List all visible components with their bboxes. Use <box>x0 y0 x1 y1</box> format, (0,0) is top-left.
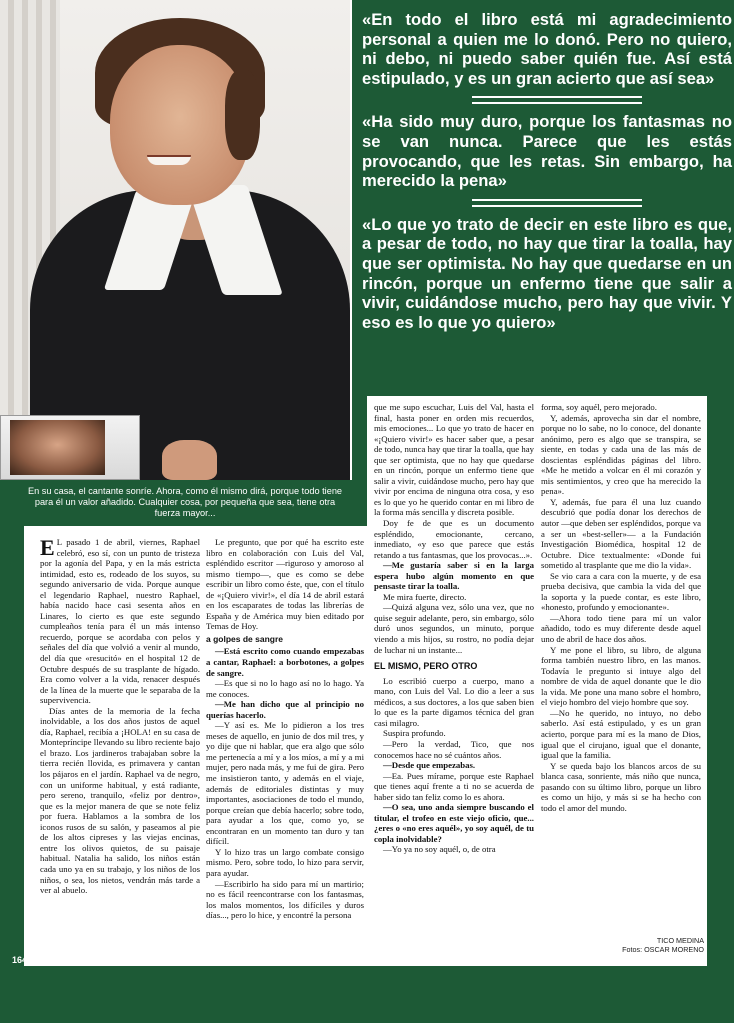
article-paragraph: —Pero la verdad, Tico, que nos conocemos hace no sé cuántos años. <box>374 738 534 760</box>
article-paragraph: Se vio cara a cara con la muerte, y de esa prueba decisiva, que cambia la vida del que la soporta y la puede contar, es este libro, «honesto, profundo y emocionante». <box>541 570 701 613</box>
interview-question: —O sea, uno anda siempre buscando el titular, el trofeo en este viejo oficio, que... ¿eres o «no eres aquél», yo soy aquél, de tu copla inolvidable? <box>374 802 534 844</box>
quote-divider <box>472 199 642 207</box>
subhead: a golpes de sangre <box>206 633 283 644</box>
page-number: 164 <box>12 955 28 965</box>
pull-quotes <box>362 10 732 332</box>
hair-side <box>225 70 260 160</box>
pull-quote-2: «Ha sido muy duro, porque los fantasmas no se van nunca. Parece que les estás provocando, que les retas. Sin embargo, ha merecido la pena» <box>362 112 732 191</box>
article-paragraph: forma, soy aquél, pero mejorado. <box>541 402 657 412</box>
article-paragraph: Y se queda bajo los blancos arcos de su blanca casa, sonriente, más niño que nunca, pasando con su último libro, porque un libro es como un hijo, y más si se ha hecho con todo el amor del mundo. <box>541 760 701 813</box>
photo-caption: En su casa, el cantante sonríe. Ahora, como él mismo dirá, porque todo tiene para él un valor añadido. Cualquier cosa, por pequeña que sea, tiene otra fuerza mayor... <box>27 486 343 518</box>
article-column-3 <box>374 402 534 957</box>
article-paragraph: E L pasado 1 de abril, viernes, Raphael celebró, eso sí, con un punto de tristeza por la agonía del Papa, y en la más estricta intimidad, esto es, rodeado de los suyos, su segundo aniversario de vida. Porque aunque el legendario Raphael, nuestro Raphael, había nacido hace casi sesenta años en Linares, lo cierto es que este segundo cumpleaños tenía para él un más intenso recuerdo, porque se acordaba con pelos y señales del día que volvió a venir al mundo, del día que «resucitó» en el hospital 12 de Octubre después de su trasplante de hígado. Era como volver a la vida, renacer después de la línea de la muerte que le separaba de la supervivencia. <box>40 537 200 706</box>
interview-question: —Me han dicho que al principio no querías hacerlo. <box>206 699 364 720</box>
article-paragraph: Lo escribió cuerpo a cuerpo, mano a mano, con Luis del Val. Lo dio a leer a sus médicos, a sus doctores, a los que saben bien lo que es la parte digamos técnica del gran casi milagro. <box>374 675 534 728</box>
pull-quote-3: «Lo que yo trato de decir en este libro es que, a pesar de todo, no hay que tirar la toalla, hay que ser optimista. No hay que quedarse en un rincón, porque un enfermo tiene que salir a vivir, cuidándose mucho, pero hay que vivir. Y eso es lo que yo quiero» <box>362 214 732 332</box>
article-paragraph: —No he querido, no intuyo, no debo saberlo. Así está estipulado, y es un gran acierto, porque para mí es la mano de Dios, igual que el cirujano, igual que el donante, igual que la familia. <box>541 707 701 761</box>
article-paragraph: Días antes de la memoria de la fecha inolvidable, a los dos años justos de aquel día, Raphael, recibía a ¡HOLA! en su casa de Montepríncipe llevando su libro reciente bajo el brazo. Los jardineros trabajaban sobre la tierra recién llovida, es primavera y cantan los pájaros en el jardín. Raphael va de negro, con un uniforme habitual, y está radiante, pero sereno, tranquilo, «feliz por dentro», que es la mejor manera de que se note feliz por fuera. Hablamos a la sombra de los iconos rusos de su salón, y paseamos al pie de los altos cipreses y las viejas encinas, entre los olivos quietos, de su paisaje habitual. Natalia ha salido, los niños están cada uno ya en su trabajo, y los niños de los niños, o sea, los nietos, vendrán más tarde a ver al abuelo. <box>40 705 200 896</box>
article-paragraph: —Yo ya no soy aquél, o, de otra <box>383 844 496 855</box>
article-paragraph: —Escribirlo ha sido para mí un martirio; no es fácil reencontrarse con los fantasmas, los malos momentos, los difíciles y duros días..., pero lo hice, y encontré la persona <box>206 878 364 921</box>
article-paragraph: —Ea. Pues mírame, porque este Raphael que tienes aquí frente a ti no se acuerda de haber sido tan feliz como lo es ahora. <box>374 770 534 802</box>
interview-question: —Está escrito como cuando empezabas a cantar, Raphael: a borbotones, a golpes de sangre. <box>206 646 364 678</box>
quote-divider <box>472 96 642 104</box>
raphael-photo <box>0 0 352 480</box>
article-paragraph: —Quizá alguna vez, sólo una vez, que no quise seguir adelante, pero, sin embargo, sólo duró unos segundos, un minuto, porque viendo a mis hijos, su rostro, no podía dejar de luchar ni un instante... <box>374 602 534 655</box>
article-paragraph: Y, además, aprovecha sin dar el nombre, porque no lo sabe, no lo conoce, del donante anónimo, pero es algo que se transpira, se siente, en todas y cada una de las más de doscientas espléndidas páginas del libro. «Me he metido a volcar en él mi corazón y mis sentimientos, y creo que ha merecido la pena». <box>541 412 701 497</box>
article-paragraph: Y, además, fue para él una luz cuando descubrió que podía donar los derechos de autor —que deben ser espléndidos, porque va a ser un «best-seller»— a la Fundación Investigación Biomédica, hospital 12 de Octubre. Dice textualmente: «Donde fui sometido al trasplante que me dio la vida». <box>541 496 701 571</box>
article-column-4 <box>541 402 701 934</box>
article-paragraph: Y lo hizo tras un largo combate consigo mismo. Pero, sobre todo, lo hizo para servir, para ayudar. <box>206 846 364 878</box>
article-paragraph: Y me pone el libro, su libro, de alguna forma también nuestro libro, en las manos. Todavía le pregunto si intuye algo del nombre de vida de aquel donante que le dio la vida. Me pone una mano sobre el hombro, el viejo hombro del viejo hombre que soy. <box>541 644 701 708</box>
hand <box>162 440 217 480</box>
article-column-2 <box>206 537 364 957</box>
smile <box>147 155 191 165</box>
author-credit: TICO MEDINA <box>656 936 704 945</box>
drop-cap: E <box>40 537 55 560</box>
interview-question: —Desde que empezabas. <box>383 760 476 771</box>
pull-quote-1: «En todo el libro está mi agradecimiento personal a quien me lo donó. Pero no quiero, ni debo, ni puedo saber quién fue. Así está estipulado, y es un gran acierto que así sea» <box>362 10 732 88</box>
section-heading: EL MISMO, PERO OTRO <box>374 661 478 672</box>
article-paragraph: Suspira profundo. <box>383 728 446 739</box>
photo-credit: Fotos: OSCAR MORENO <box>622 945 704 954</box>
article-paragraph: —Ahora todo tiene para mí un valor añadido, todo es muy diferente desde aquel uno de abril de hace dos años. <box>541 612 701 645</box>
book-cover-portrait <box>10 420 105 475</box>
article-paragraph: —Es que si no lo hago así no lo hago. Ya me conoces. <box>206 678 364 699</box>
article-paragraph: Doy fe de que es un documento espléndido, emocionante, cercano, inmediato, «y eso que parece que estás retando a tus fantasmas, que los provocas...». <box>374 518 534 560</box>
article-paragraph: Le pregunto, que por qué ha escrito este libro en colaboración con Luis del Val, espléndido escritor —riguroso y amoroso al mismo tiempo—, que es como se debe escribir un libro como éste, que, con el título de «¡Quiero vivir!», el día 14 de abril estará en los escaparates de todas las librerías de España y de América muy bien editado por Temas de Hoy. <box>206 537 364 632</box>
article-paragraph: Me mira fuerte, directo. <box>383 591 467 602</box>
credits <box>604 936 704 954</box>
interview-question: —Me gustaría saber si en la larga espera hubo algún momento en que pensaste tirar la toalla. <box>374 560 534 592</box>
article-column-1 <box>40 537 200 957</box>
article-paragraph: que me supo escuchar, Luis del Val, hasta el final, hasta poner en orden mis recuerdos, mis emociones... Lo que yo trato de hacer en «¡Quiero vivir!» es hacer saber que, a pesar de todo, nunca hay que tirar la toalla, que hay que ser optimista, que no hay que quedarse en un rincón, porque un enfermo tiene que salir a vivir, cuidándose mucho, pero hay que vivir por encima de ninguna otra cosa, y eso es lo que yo he querido contar en mi libro de la forma más sencilla y discreta posible. <box>374 402 534 518</box>
article-paragraph: —Y así es. Me lo pidieron a los tres meses de aquello, en junio de dos mil tres, y yo dije que ni hablar, que era algo que sólo me pertenecía a mí y a los míos, a mí y a mi mujer, pero nada más, y me fui de gira. Pero me insistieron tanto, y además en el viaje, además de editoriales distintas y muy importantes, asociaciones de todo el mundo, porque creían que debía hacerlo; sobre todo, para ayudar a los que, como yo, se encontraran en un momento tan duro y tan difícil. <box>206 720 364 847</box>
